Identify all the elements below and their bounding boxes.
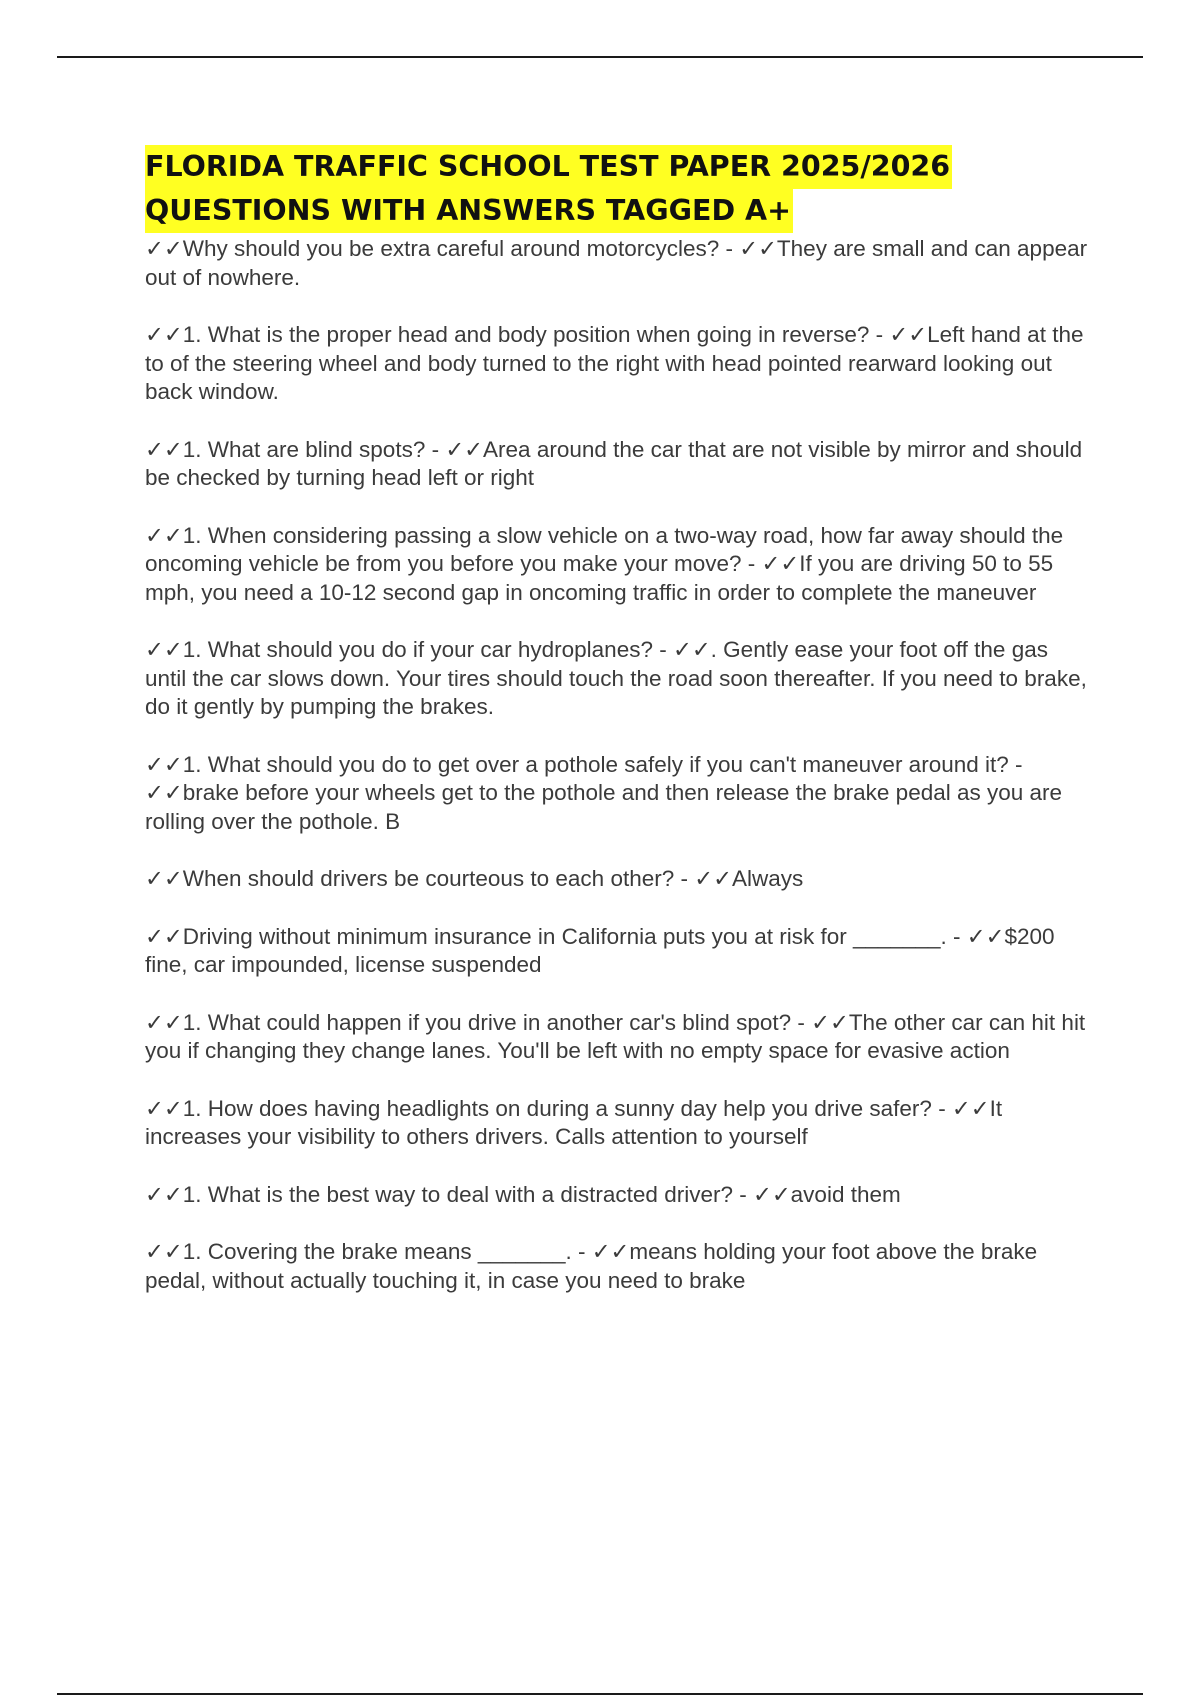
- qa-item: ✓✓When should drivers be courteous to each other? - ✓✓Always: [145, 866, 804, 891]
- title-line-1: FLORIDA TRAFFIC SCHOOL TEST PAPER 2025/2026: [145, 145, 952, 189]
- qa-item: ✓✓1. What is the proper head and body position when going in reverse? - ✓✓Left hand at the to of the steering wheel and body turned to the right with head pointed rearward looking out back window.: [145, 322, 1084, 404]
- qa-item: ✓✓Driving without minimum insurance in California puts you at risk for _______. - ✓✓$200 fine, car impounded, license suspended: [145, 923, 1055, 977]
- title-line-2: QUESTIONS WITH ANSWERS TAGGED A+: [145, 189, 793, 233]
- qa-item: ✓✓1. What are blind spots? - ✓✓Area around the car that are not visible by mirror and should be checked by turning head left or right: [145, 436, 1083, 490]
- document-title: [145, 145, 1095, 233]
- qa-item: ✓✓1. What should you do to get over a pothole safely if you can't maneuver around it? - ✓✓brake before your wheels get to the pothole and then release the brake pedal as you are rolling over the pothole. B: [145, 751, 1063, 834]
- qa-item: ✓✓1. What could happen if you drive in another car's blind spot? - ✓✓The other car can hit hit you if changing they change lanes. You'll be left with no empty space for evasive action: [145, 1009, 1086, 1063]
- qa-item: ✓✓1. What is the best way to deal with a distracted driver? - ✓✓avoid them: [145, 1181, 901, 1207]
- qa-item: ✓✓1. Covering the brake means _______. - ✓✓means holding your foot above the brake pedal, without actually touching it, in case you need to brake: [145, 1239, 1038, 1293]
- qa-item: ✓✓1. What should you do if your car hydroplanes? - ✓✓. Gently ease your foot off the gas until the car slows down. Your tires should touch the road soon thereafter. If you need to brake, do it gently by pumping the brakes.: [145, 637, 1087, 719]
- document-page: [145, 145, 1095, 1324]
- question-answer-list: [145, 235, 1095, 1295]
- footer-rule: [57, 1693, 1143, 1695]
- qa-item: ✓✓1. When considering passing a slow vehicle on a two-way road, how far away should the oncoming vehicle be from you before you make your move? - ✓✓If you are driving 50 to 55 mph, you need a 10-12 second gap in oncoming traffic in order to complete the maneuver: [145, 522, 1064, 605]
- qa-item: ✓✓Why should you be extra careful around motorcycles? - ✓✓They are small and can appear out of nowhere.: [145, 236, 1088, 290]
- header-rule: [57, 56, 1143, 58]
- qa-item: ✓✓1. How does having headlights on during a sunny day help you drive safer? - ✓✓It increases your visibility to others drivers. Calls attention to yourself: [145, 1095, 1003, 1149]
